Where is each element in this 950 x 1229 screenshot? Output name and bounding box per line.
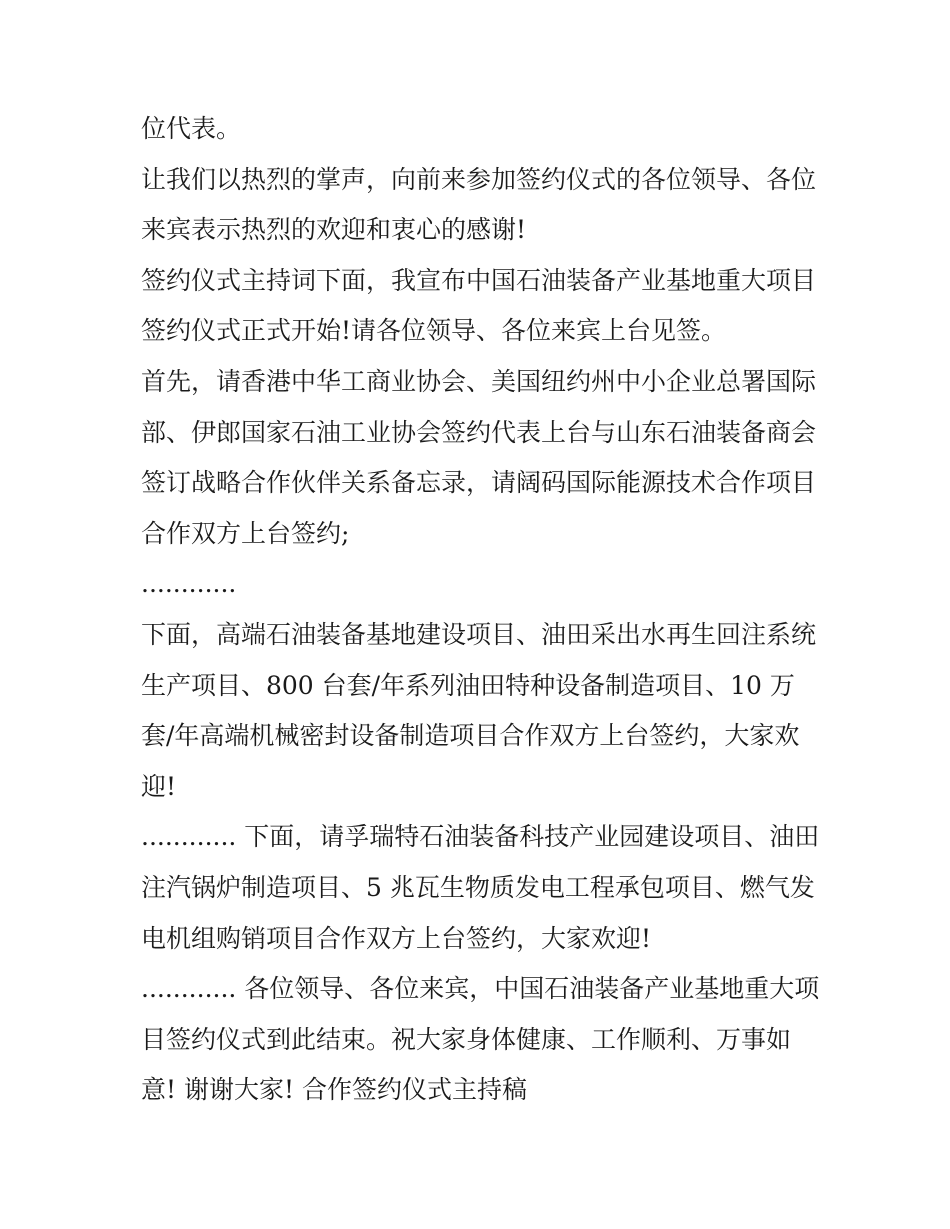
text-line: 生产项目、800 台套/年系列油田特种设备制造项目、10 万 xyxy=(141,670,795,700)
ellipsis-separator: ............ xyxy=(141,569,237,599)
text-line: ............ 下面，请孚瑞特石油装备科技产业园建设项目、油田 xyxy=(141,822,820,852)
text-line: 合作双方上台签约; xyxy=(141,518,350,548)
text-line: 意! 谢谢大家! 合作签约仪式主持稿 xyxy=(141,1075,527,1105)
text-line: 让我们以热烈的掌声，向前来参加签约仪式的各位领导、各位 xyxy=(141,164,817,194)
text-line: 部、伊郎国家石油工业协会签约代表上台与山东石油装备商会 xyxy=(141,417,817,447)
text-line: 套/年高端机械密封设备制造项目合作双方上台签约，大家欢 xyxy=(141,721,800,751)
text-line: 目签约仪式到此结束。祝大家身体健康、工作顺利、万事如 xyxy=(141,1024,792,1054)
text-line: 下面，高端石油装备基地建设项目、油田采出水再生回注系统 xyxy=(141,619,817,649)
text-line: 电机组购销项目合作双方上台签约，大家欢迎! xyxy=(141,923,652,953)
text-line: 首先，请香港中华工商业协会、美国纽约州中小企业总署国际 xyxy=(141,366,817,396)
text-line: 来宾表示热烈的欢迎和衷心的感谢! xyxy=(141,215,527,245)
text-line: 位代表。 xyxy=(141,114,242,143)
text-line: 签约仪式主持词下面，我宣布中国石油装备产业基地重大项目 xyxy=(141,265,817,295)
document-body xyxy=(141,104,821,1116)
text-line: 签约仪式正式开始!请各位领导、各位来宾上台见签。 xyxy=(141,316,727,346)
text-line: ............ 各位领导、各位来宾，中国石油装备产业基地重大项 xyxy=(141,974,820,1004)
text-line: 注汽锅炉制造项目、5 兆瓦生物质发电工程承包项目、燃气发 xyxy=(141,872,815,902)
text-line: 迎! xyxy=(141,771,177,801)
text-line: 签订战略合作伙伴关系备忘录，请阔码国际能源技术合作项目 xyxy=(141,468,817,498)
